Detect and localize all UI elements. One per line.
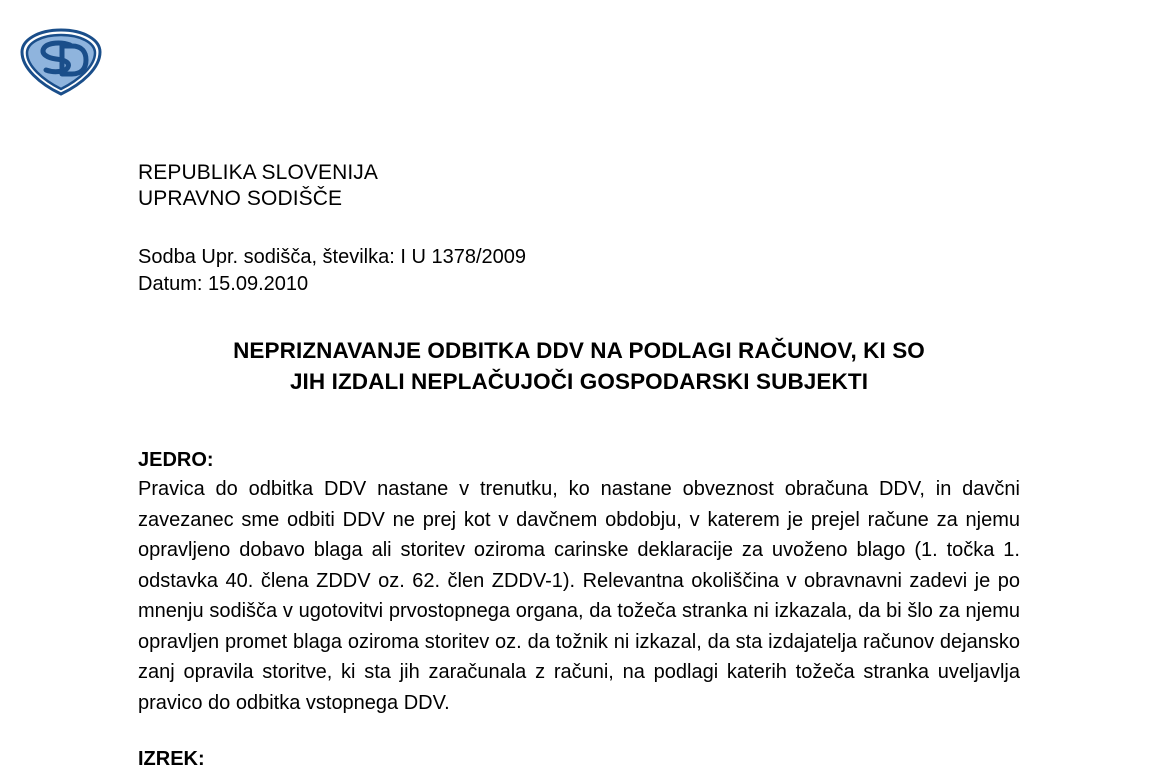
organization-line-2: UPRAVNO SODIŠČE [138, 187, 343, 210]
section-izrek-heading: IZREK: [138, 748, 205, 770]
case-number: Sodba Upr. sodišča, številka: I U 1378/2009 [138, 246, 527, 268]
organization-line-1: REPUBLIKA SLOVENIJA [138, 161, 378, 184]
page-title-line-1: NEPRIZNAVANJE ODBITKA DDV NA PODLAGI RAČUNOV, KI SO [233, 338, 925, 363]
page-title-line-2: JIH IZDALI NEPLAČUJOČI GOSPODARSKI SUBJEKTI [289, 369, 869, 394]
organization-block [138, 160, 1020, 212]
page-title [138, 335, 1020, 397]
document-date: Datum: 15.09.2010 [138, 273, 309, 295]
section-jedro [138, 447, 1020, 718]
document-content [138, 160, 1020, 770]
section-jedro-body: Pravica do odbitka DDV nastane v trenutku, ko nastane obveznost obračuna DDV, in davčni zavezanec sme odbiti DDV ne prej kot v davčnem obdobju, v katerem je prejel račune za njemu opravljeno dobavo blaga ali storitev oziroma carinske deklaracije za uvoženo blago (1. točka 1. odstavka 40. člena ZDDV oz. 62. člen ZDDV-1). Relevantna okoliščina v obravnavni zadevi je po mnenju sodišča v ugotovitvi prvostopnega organa, da tožeča stranka ni izkazala, da bi šlo za njemu opravljen promet blaga oziroma storitev oz. da tožnik ni izkazal, da sta izdajatelja računov dejansko zanj opravila storitve, ki sta jih zaračunala z računi, na podlagi katerih tožeča stranka uveljavlja pravico do odbitka vstopnega DDV. [138, 478, 1020, 714]
section-jedro-heading: JEDRO: [138, 449, 214, 471]
document-meta [138, 244, 1020, 298]
sd-emblem-logo [18, 28, 104, 96]
section-izrek [138, 746, 1020, 770]
